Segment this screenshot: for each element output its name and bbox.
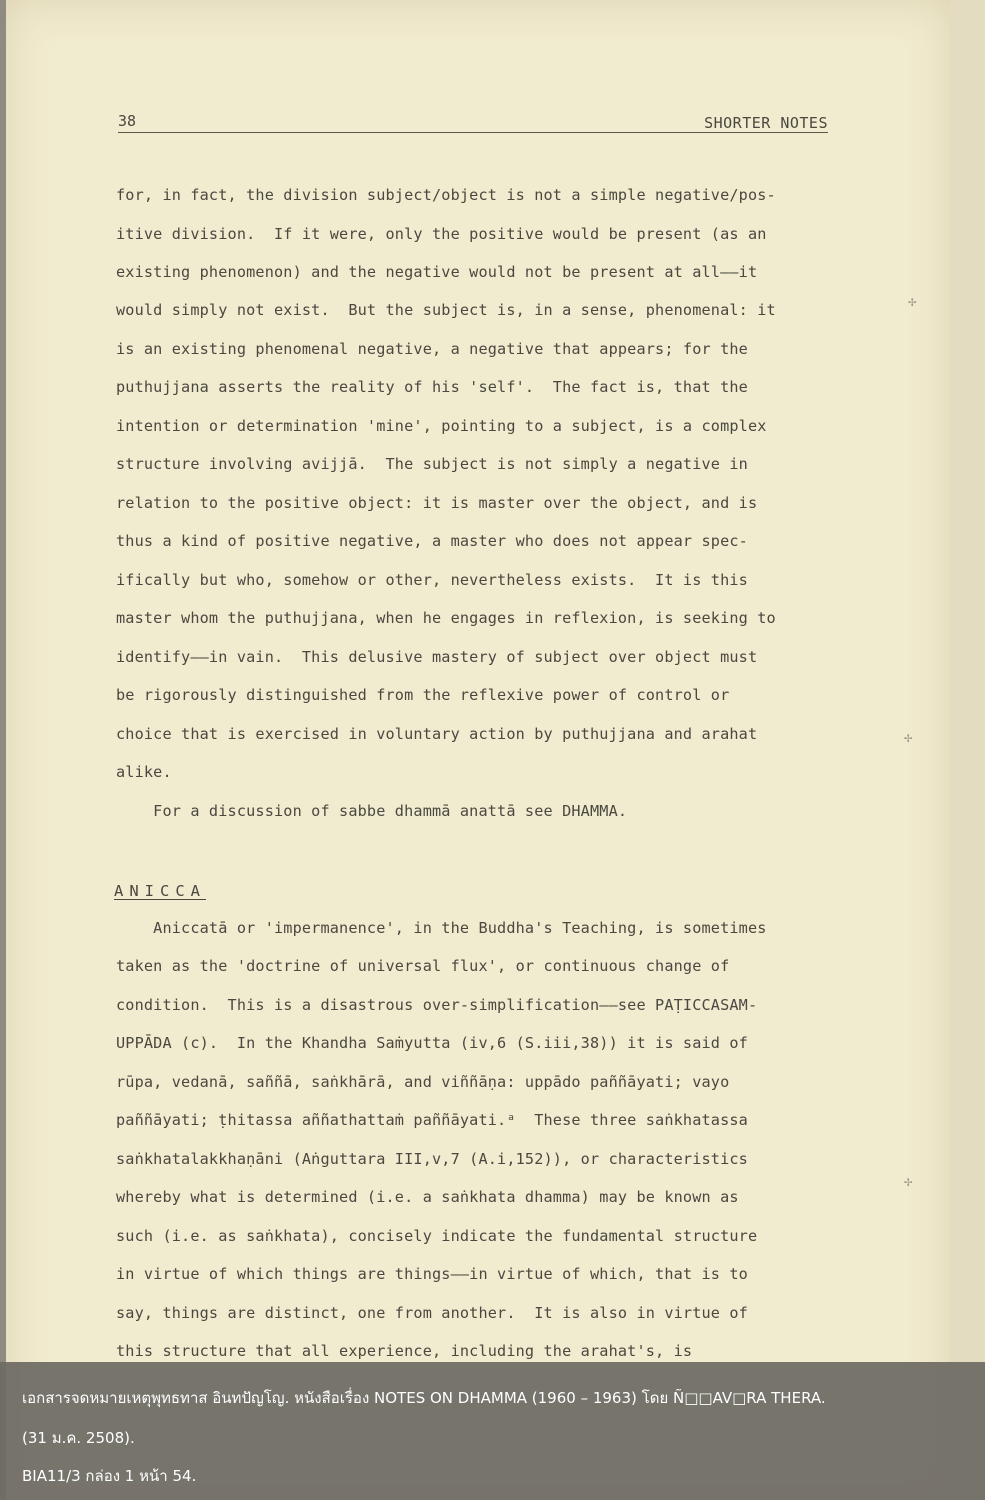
text-line: itive division. If it were, only the positive would be present (as an xyxy=(116,225,767,243)
page-edge xyxy=(950,0,985,1500)
running-title: SHORTER NOTES xyxy=(704,114,828,132)
text-line: identify——in vain. This delusive mastery of subject over object must xyxy=(116,648,758,666)
caption-bar xyxy=(0,1362,985,1500)
text-line: saṅkhatalakkhaṇāni (Aṅguttara III,v,7 (A.i,152)), or characteristics xyxy=(116,1150,748,1168)
page-number: 38 xyxy=(118,112,137,130)
caption-reference: BIA11/3 กล่อง 1 หน้า 54. xyxy=(22,1467,197,1485)
text-line: For a discussion of sabbe dhammā anattā see DHAMMA. xyxy=(116,802,628,820)
text-line: this structure that all experience, including the arahat's, is xyxy=(116,1342,693,1360)
text-line: existing phenomenon) and the negative would not be present at all——it xyxy=(116,263,758,281)
text-line: Aniccatā or 'impermanence', in the Buddha's Teaching, is sometimes xyxy=(116,919,767,937)
paper-speck: ✢ xyxy=(908,294,917,310)
caption-title: เอกสารจดหมายเหตุพุทธทาส อินทปัญโญ. หนังสือเรื่อง NOTES ON DHAMMA (1960 – 1963) โดย Ñ□□AV□RA THERA. xyxy=(22,1389,826,1407)
text-line: is an existing phenomenal negative, a negative that appears; for the xyxy=(116,340,748,358)
text-line: such (i.e. as saṅkhata), concisely indicate the fundamental structure xyxy=(116,1227,758,1245)
text-line: master whom the puthujjana, when he engages in reflexion, is seeking to xyxy=(116,609,776,627)
text-line: rūpa, vedanā, saññā, saṅkhārā, and viññāṇa: uppādo paññāyati; vayo xyxy=(116,1073,730,1091)
text-line: puthujjana asserts the reality of his 'self'. The fact is, that the xyxy=(116,378,748,396)
text-line: structure involving avijjā. The subject is not simply a negative in xyxy=(116,455,748,473)
text-line: thus a kind of positive negative, a master who does not appear spec- xyxy=(116,532,748,550)
text-line: UPPĀDA (c). In the Khandha Saṁyutta (iv,6 (S.iii,38)) it is said of xyxy=(116,1034,748,1052)
text-line: would simply not exist. But the subject is, in a sense, phenomenal: it xyxy=(116,301,776,319)
paper-speck: ✢ xyxy=(904,1174,913,1190)
text-line: relation to the positive object: it is master over the object, and is xyxy=(116,494,758,512)
text-line: whereby what is determined (i.e. a saṅkhata dhamma) may be known as xyxy=(116,1188,739,1206)
text-line: taken as the 'doctrine of universal flux', or continuous change of xyxy=(116,957,730,975)
text-line: alike. xyxy=(116,763,172,781)
text-line: choice that is exercised in voluntary action by puthujjana and arahat xyxy=(116,725,758,743)
text-line: say, things are distinct, one from another. It is also in virtue of xyxy=(116,1304,748,1322)
text-line: be rigorously distinguished from the reflexive power of control or xyxy=(116,686,730,704)
text-line: in virtue of which things are things——in virtue of which, that is to xyxy=(116,1265,748,1283)
text-line: paññāyati; ṭhitassa aññathattaṁ paññāyati.ᵃ These three saṅkhatassa xyxy=(116,1111,748,1129)
section-title: ANICCA xyxy=(114,882,206,900)
text-line: for, in fact, the division subject/object is not a simple negative/pos- xyxy=(116,186,776,204)
caption-date: (31 ม.ค. 2508). xyxy=(22,1429,135,1447)
text-line: ifically but who, somehow or other, nevertheless exists. It is this xyxy=(116,571,748,589)
text-line: condition. This is a disastrous over-simplification——see PAṬICCASAM- xyxy=(116,996,758,1014)
page-header xyxy=(118,108,828,133)
text-line: intention or determination 'mine', pointing to a subject, is a complex xyxy=(116,417,767,435)
paper-speck: ✢ xyxy=(904,730,913,746)
